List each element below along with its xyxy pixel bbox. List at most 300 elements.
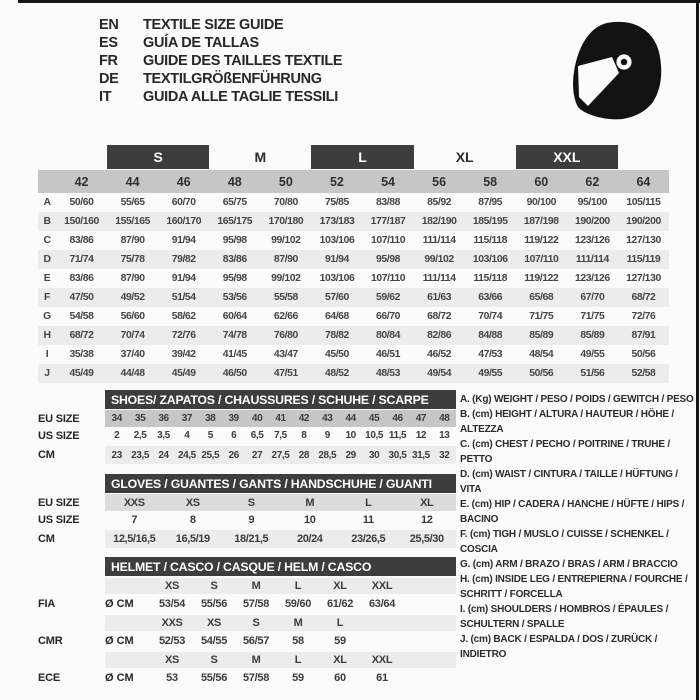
size-value-cell: 87/95: [478, 197, 503, 208]
size-value-cell: 38: [205, 413, 216, 424]
language-title: GUIDE DES TAILLES TEXTILE: [143, 53, 343, 69]
helmet-size-header: [361, 615, 403, 631]
size-value-cell: 24,5: [177, 449, 196, 461]
size-value-cell: 185/195: [472, 216, 508, 227]
helmet-size-value: 58: [292, 634, 304, 647]
diameter-unit-label: Ø CM: [105, 634, 134, 647]
size-value-cell: 49/54: [427, 368, 452, 379]
size-value-cell: 87/90: [120, 273, 145, 284]
language-title: TEXTILGRÖßENFÜHRUNG: [143, 71, 322, 87]
size-value-cell: 107/110: [370, 273, 406, 284]
spacer: [38, 615, 105, 631]
size-value-cell: 4: [184, 430, 190, 441]
helmet-size-header: XXL: [371, 580, 393, 592]
size-value-cell: 46/51: [376, 349, 401, 360]
size-value-cell: 50/60: [69, 197, 94, 208]
size-value-cell: 10,5: [365, 430, 384, 441]
standard-label: CMR: [38, 634, 63, 647]
size-value-cell: 127/130: [626, 273, 661, 284]
size-value-cell: 95/98: [376, 254, 401, 265]
size-value-cell: 119/122: [524, 273, 559, 284]
size-value-cell: 25,5/30: [409, 533, 444, 545]
row-label: EU SIZE: [38, 412, 80, 425]
size-value-cell: 57/60: [324, 292, 349, 303]
size-value-cell: 80/84: [376, 330, 401, 341]
size-value-cell: 91/94: [324, 254, 349, 265]
size-value-cell: 62/66: [273, 311, 298, 322]
size-value-cell: 90/100: [526, 197, 556, 208]
language-row: [99, 88, 342, 106]
size-value-cell: 52/58: [631, 368, 656, 379]
size-value-cell: 91/94: [171, 235, 196, 246]
size-column-header: 52: [329, 174, 344, 189]
row-values: [105, 427, 456, 444]
size-value-cell: 70/74: [478, 311, 503, 322]
size-column-header: 50: [278, 174, 293, 189]
size-value-cell: 95/100: [577, 197, 608, 208]
size-number-row: [38, 170, 669, 193]
size-value-cell: 65/68: [529, 292, 554, 303]
helmet-size-value: 59: [292, 671, 304, 684]
size-value-cell: 7,5: [274, 430, 287, 441]
size-value-cell: 45/49: [171, 368, 196, 379]
unit-spacer: [105, 578, 151, 594]
size-column-header: 64: [636, 174, 651, 189]
size-value-cell: 55/65: [120, 197, 145, 208]
size-value-cell: 103/106: [472, 254, 508, 265]
legend-item: C. (cm) CHEST / PECHO / POITRINE / TRUHE / PETTO: [460, 439, 670, 465]
row-values: [105, 410, 456, 427]
legend-item: D. (cm) WAIST / CINTURA / TAILLE / HÜFTUNG / VITA: [460, 469, 678, 495]
size-value-cell: 51/54: [171, 292, 196, 303]
top-border-line: [18, 0, 700, 3]
table-row: [38, 494, 456, 511]
size-value-cell: 48/53: [376, 368, 401, 379]
size-value-cell: 85/92: [427, 197, 452, 208]
size-column-header: 60: [534, 174, 549, 189]
size-column-header: 46: [176, 174, 191, 189]
size-value-cell: 27: [251, 449, 263, 461]
size-value-cell: 29: [345, 449, 356, 461]
helmet-size-header: L: [336, 617, 344, 629]
size-value-cell: 39: [228, 413, 239, 424]
size-value-cell: 85/89: [580, 330, 605, 341]
size-value-cell: 11,5: [388, 430, 407, 441]
size-value-cell: 190/200: [626, 216, 661, 227]
size-value-cell: 71/74: [69, 254, 94, 265]
size-value-cell: 71/75: [529, 311, 554, 322]
size-value-cell: 95/98: [222, 273, 247, 284]
size-value-cell: 72/76: [631, 311, 656, 322]
size-column-header: 42: [74, 174, 89, 189]
size-value-cell: 123/126: [574, 273, 610, 284]
helmet-size-header: M: [251, 654, 261, 666]
size-value-cell: 68/72: [427, 311, 452, 322]
helmet-data-row: [38, 594, 456, 613]
size-value-cell: 54/58: [69, 311, 94, 322]
helmet-size-row: [38, 615, 456, 631]
size-value-cell: XXS: [123, 496, 145, 509]
size-value-cell: 10: [345, 430, 356, 441]
size-value-cell: 20/24: [296, 533, 323, 545]
language-row: [99, 52, 342, 70]
size-value-cell: 105/115: [626, 197, 661, 208]
legend-item: A. (Kg) WEIGHT / PESO / POIDS / GEWITCH / PESO: [460, 394, 694, 405]
row-label: CM: [38, 533, 55, 545]
measurement-row: [38, 345, 669, 364]
size-value-cell: 119/122: [524, 235, 559, 246]
size-value-cell: 26: [228, 449, 239, 461]
gloves-table: [38, 474, 456, 548]
helmet-size-header: XXL: [371, 654, 393, 666]
size-value-cell: 32: [439, 449, 450, 461]
size-value-cell: 40: [251, 413, 263, 424]
size-value-cell: 60/70: [171, 197, 196, 208]
helmet-size-header: M: [293, 617, 303, 629]
size-column-header: 48: [227, 174, 242, 189]
helmet-data-row: [38, 631, 456, 650]
size-value-cell: 10: [304, 513, 316, 526]
language-header: [99, 16, 342, 106]
language-code: DE: [99, 71, 119, 87]
size-value-cell: 49/52: [120, 292, 145, 303]
measurement-rows: [38, 193, 669, 383]
legend-item: G. (cm) ARM / BRAZO / BRAS / ARM / BRACCIO: [460, 559, 678, 570]
size-value-cell: 83/86: [69, 273, 94, 284]
helmet-size-header: XXS: [161, 617, 183, 629]
measurement-row: [38, 269, 669, 288]
size-value-cell: 123/126: [574, 235, 610, 246]
measurement-row: [38, 364, 669, 383]
size-value-cell: 47/50: [69, 292, 94, 303]
size-value-cell: 70/80: [273, 197, 298, 208]
size-value-cell: 27,5: [271, 449, 290, 461]
size-group-band: XL: [455, 149, 474, 165]
size-value-cell: 35: [134, 413, 146, 424]
size-value-cell: 99/102: [271, 273, 301, 284]
helmet-size-value: 61/62: [326, 597, 354, 610]
size-value-cell: 45/49: [69, 368, 94, 379]
size-value-cell: 35/38: [69, 349, 94, 360]
measurement-row: [38, 231, 669, 250]
size-value-cell: XL: [420, 496, 434, 509]
size-value-cell: 75/85: [324, 197, 349, 208]
helmet-size-value: 57/58: [242, 671, 270, 684]
helmet-sizes: [105, 615, 456, 631]
row-label: CM: [38, 449, 55, 461]
helmet-size-value: 57/58: [242, 597, 270, 610]
shoes-section-title: SHOES/ ZAPATOS / CHAUSSURES / SCHUHE / SCARPE: [105, 390, 456, 409]
size-value-cell: 16,5/19: [175, 533, 210, 545]
shoes-table: [38, 390, 456, 464]
size-value-cell: 8: [301, 430, 307, 441]
size-value-cell: 155/165: [115, 216, 150, 227]
row-values: [105, 446, 456, 464]
size-value-cell: 177/187: [370, 216, 406, 227]
row-label: H: [43, 330, 51, 341]
size-value-cell: 68/72: [631, 292, 656, 303]
size-value-cell: 43/47: [273, 349, 298, 360]
helmet-values: [105, 594, 456, 613]
size-value-cell: 150/160: [64, 216, 99, 227]
size-value-cell: 37: [181, 413, 193, 424]
row-label: A: [43, 197, 51, 208]
helmet-section-title: HELMET / CASCO / CASQUE / HELM / CASCO: [105, 557, 456, 576]
size-value-cell: 190/200: [574, 216, 610, 227]
diameter-unit-label: Ø CM: [105, 671, 134, 684]
row-values: [105, 494, 456, 511]
size-column-header: 58: [483, 174, 498, 189]
size-value-cell: 70/74: [120, 330, 145, 341]
legend-item: B. (cm) HEIGHT / ALTURA / HAUTEUR / HÖHE / ALTEZZA: [460, 409, 675, 435]
size-value-cell: 83/86: [222, 254, 247, 265]
helmet-table: [38, 557, 456, 687]
table-row: [38, 446, 456, 464]
size-value-cell: 50/56: [529, 368, 554, 379]
size-value-cell: 68/72: [69, 330, 94, 341]
size-column-header: 56: [432, 174, 447, 189]
spacer: [38, 652, 105, 668]
size-value-cell: 9: [324, 430, 330, 441]
language-code: EN: [99, 17, 119, 33]
size-value-cell: S: [247, 496, 255, 509]
size-value-cell: 5: [207, 430, 213, 441]
size-value-cell: M: [305, 496, 315, 509]
size-value-cell: 18/21,5: [234, 533, 269, 545]
size-value-cell: 24: [158, 449, 169, 461]
size-value-cell: 47/51: [273, 368, 298, 379]
size-group-band: S: [107, 145, 209, 169]
size-column-header: 54: [381, 174, 395, 189]
size-value-cell: XS: [185, 496, 200, 509]
size-value-cell: 7: [131, 513, 138, 526]
language-title: GUIDA ALLE TAGLIE TESSILI: [143, 89, 338, 105]
helmet-size-value: 53: [166, 671, 178, 684]
size-value-cell: 11: [362, 513, 374, 526]
gloves-rows: [38, 494, 456, 548]
size-value-cell: 107/110: [370, 235, 406, 246]
row-values: [105, 530, 456, 548]
language-row: [99, 70, 342, 88]
size-value-cell: 6,5: [250, 430, 264, 441]
size-value-cell: 2,5: [133, 430, 147, 441]
size-value-cell: 49/55: [478, 368, 503, 379]
size-group-band: XXL: [516, 145, 618, 169]
size-value-cell: 59/62: [376, 292, 401, 303]
helmet-size-value: 59/60: [284, 597, 312, 610]
size-value-cell: 61/63: [427, 292, 452, 303]
size-value-cell: 87/90: [120, 235, 145, 246]
size-value-cell: 83/88: [376, 197, 401, 208]
size-value-cell: 47/53: [478, 349, 503, 360]
helmet-icon: [572, 20, 662, 122]
size-value-cell: 76/80: [273, 330, 298, 341]
language-code: ES: [99, 35, 118, 51]
language-row: [99, 16, 342, 34]
language-title: TEXTILE SIZE GUIDE: [143, 17, 284, 33]
size-value-cell: 9: [248, 513, 255, 526]
shoes-rows: [38, 410, 456, 464]
size-value-cell: 78/82: [324, 330, 349, 341]
size-value-cell: 45/50: [324, 349, 349, 360]
unit-spacer: [105, 652, 151, 668]
size-value-cell: 46/50: [222, 368, 247, 379]
gloves-section-title: GLOVES / GUANTES / GANTS / HANDSCHUHE / GUANTI: [105, 474, 456, 493]
size-value-cell: 44/48: [120, 368, 145, 379]
size-value-cell: 28,5: [318, 449, 337, 461]
size-value-cell: 173/183: [319, 216, 355, 227]
size-value-cell: 23/26,5: [351, 533, 386, 545]
language-code: IT: [99, 89, 112, 105]
row-label: C: [43, 235, 51, 246]
row-label: G: [43, 311, 51, 322]
row-label: EU SIZE: [38, 496, 80, 509]
size-value-cell: 72/76: [171, 330, 196, 341]
size-value-cell: 31,5: [411, 449, 430, 461]
helmet-sizes: [105, 578, 456, 594]
size-value-cell: 103/106: [319, 235, 355, 246]
size-value-cell: 6: [231, 430, 237, 441]
size-value-cell: 79/82: [171, 254, 196, 265]
helmet-size-row: [38, 652, 456, 668]
size-value-cell: 66/70: [376, 311, 401, 322]
language-code: FR: [99, 53, 118, 69]
size-value-cell: 45: [368, 413, 380, 424]
size-value-cell: 115/118: [473, 273, 507, 284]
measurement-row: [38, 212, 669, 231]
size-value-cell: 111/114: [422, 235, 456, 246]
size-value-cell: 83/86: [69, 235, 94, 246]
size-column-header: 62: [585, 174, 600, 189]
size-value-cell: 50/56: [631, 349, 656, 360]
size-value-cell: 84/88: [478, 330, 503, 341]
spacer: [38, 474, 105, 493]
legend-item: E. (cm) HIP / CADERA / HANCHE / HÜFTE / HIPS / BACINO: [460, 499, 685, 525]
size-value-cell: 160/170: [166, 216, 202, 227]
size-value-cell: 75/78: [120, 254, 145, 265]
helmet-size-row: [38, 578, 456, 594]
measurement-row: [38, 193, 669, 212]
size-value-cell: 36: [158, 413, 169, 424]
size-value-cell: 46: [392, 413, 403, 424]
size-value-cell: 111/114: [422, 273, 456, 284]
row-label: J: [44, 368, 50, 379]
table-row: [38, 530, 456, 548]
shoes-title-row: [38, 390, 456, 409]
size-value-cell: 60/64: [222, 311, 247, 322]
size-value-cell: 46/52: [427, 349, 452, 360]
size-group-band: L: [311, 145, 413, 169]
helmet-size-header: XL: [333, 580, 347, 592]
textile-size-table: [38, 145, 669, 383]
row-label: US SIZE: [38, 513, 80, 526]
size-value-cell: 56/60: [120, 311, 145, 322]
size-value-cell: 53/56: [222, 292, 247, 303]
size-value-cell: 74/78: [222, 330, 247, 341]
helmet-size-header: XS: [206, 617, 222, 629]
size-value-cell: 2: [114, 430, 120, 441]
size-value-cell: 25,5: [201, 449, 220, 461]
size-value-cell: 37/40: [120, 349, 145, 360]
row-label: B: [43, 216, 51, 227]
size-value-cell: 67/70: [580, 292, 605, 303]
size-value-cell: 82/86: [427, 330, 452, 341]
helmet-values: [105, 668, 456, 687]
standard-label: FIA: [38, 597, 56, 610]
size-value-cell: 41/45: [222, 349, 247, 360]
row-label: E: [43, 273, 51, 284]
size-value-cell: 23,5: [131, 449, 150, 461]
size-value-cell: 165/175: [217, 216, 253, 227]
helmet-size-value: 59: [334, 634, 346, 647]
size-value-cell: 103/106: [319, 273, 355, 284]
table-row: [38, 427, 456, 444]
size-value-cell: 43: [322, 413, 333, 424]
helmet-size-value: 63/64: [368, 597, 396, 610]
corner-cell: [38, 170, 56, 193]
measurement-row: [38, 288, 669, 307]
size-value-cell: 170/180: [268, 216, 304, 227]
table-row: [38, 410, 456, 427]
helmet-size-value: 56/57: [242, 634, 270, 647]
helmet-size-header: S: [210, 580, 218, 592]
size-value-cell: 48: [439, 413, 450, 424]
helmet-size-value: 55/56: [200, 597, 228, 610]
size-value-cell: 91/94: [171, 273, 196, 284]
size-value-cell: 64/68: [324, 311, 349, 322]
helmet-title-row: [38, 557, 456, 576]
legend-item: I. (cm) SHOULDERS / HOMBROS / ÉPAULES / SCHULTERN / SPALLE: [460, 604, 669, 630]
helmet-size-value: 52/53: [158, 634, 186, 647]
spacer: [38, 390, 105, 409]
spacer: [38, 557, 105, 576]
size-value-cell: 87/90: [273, 254, 298, 265]
helmet-size-header: XS: [164, 580, 180, 592]
size-value-cell: 182/190: [421, 216, 457, 227]
size-value-cell: 71/75: [580, 311, 605, 322]
helmet-size-header: XL: [333, 654, 347, 666]
size-value-cell: 28: [298, 449, 310, 461]
measurement-legend: [460, 392, 698, 662]
size-value-cell: 187/198: [523, 216, 559, 227]
size-value-cell: 51/56: [580, 368, 605, 379]
helmet-size-value: 61: [376, 671, 388, 684]
size-value-cell: 23: [111, 449, 122, 461]
size-value-cell: 12: [415, 430, 427, 441]
row-label: US SIZE: [38, 429, 80, 442]
size-value-cell: 48/52: [324, 368, 349, 379]
size-value-cell: 115/118: [473, 235, 507, 246]
size-value-cell: 99/102: [271, 235, 301, 246]
language-row: [99, 34, 342, 52]
size-value-cell: 44: [345, 413, 356, 424]
size-value-cell: 47: [415, 413, 427, 424]
size-group-row: [38, 145, 669, 169]
helmet-values: [105, 631, 456, 650]
size-value-cell: 127/130: [626, 235, 661, 246]
measurement-row: [38, 326, 669, 345]
size-value-cell: 58/62: [171, 311, 196, 322]
helmet-size-header: L: [294, 654, 302, 666]
helmet-size-header: M: [251, 580, 261, 592]
row-label: F: [44, 292, 50, 303]
size-value-cell: 30,5: [388, 449, 407, 461]
helmet-size-header: L: [294, 580, 302, 592]
size-column-header: 44: [125, 174, 140, 189]
size-value-cell: 12: [421, 513, 433, 526]
helmet-size-header: S: [252, 617, 260, 629]
language-title: GUÍA DE TALLAS: [143, 35, 259, 51]
